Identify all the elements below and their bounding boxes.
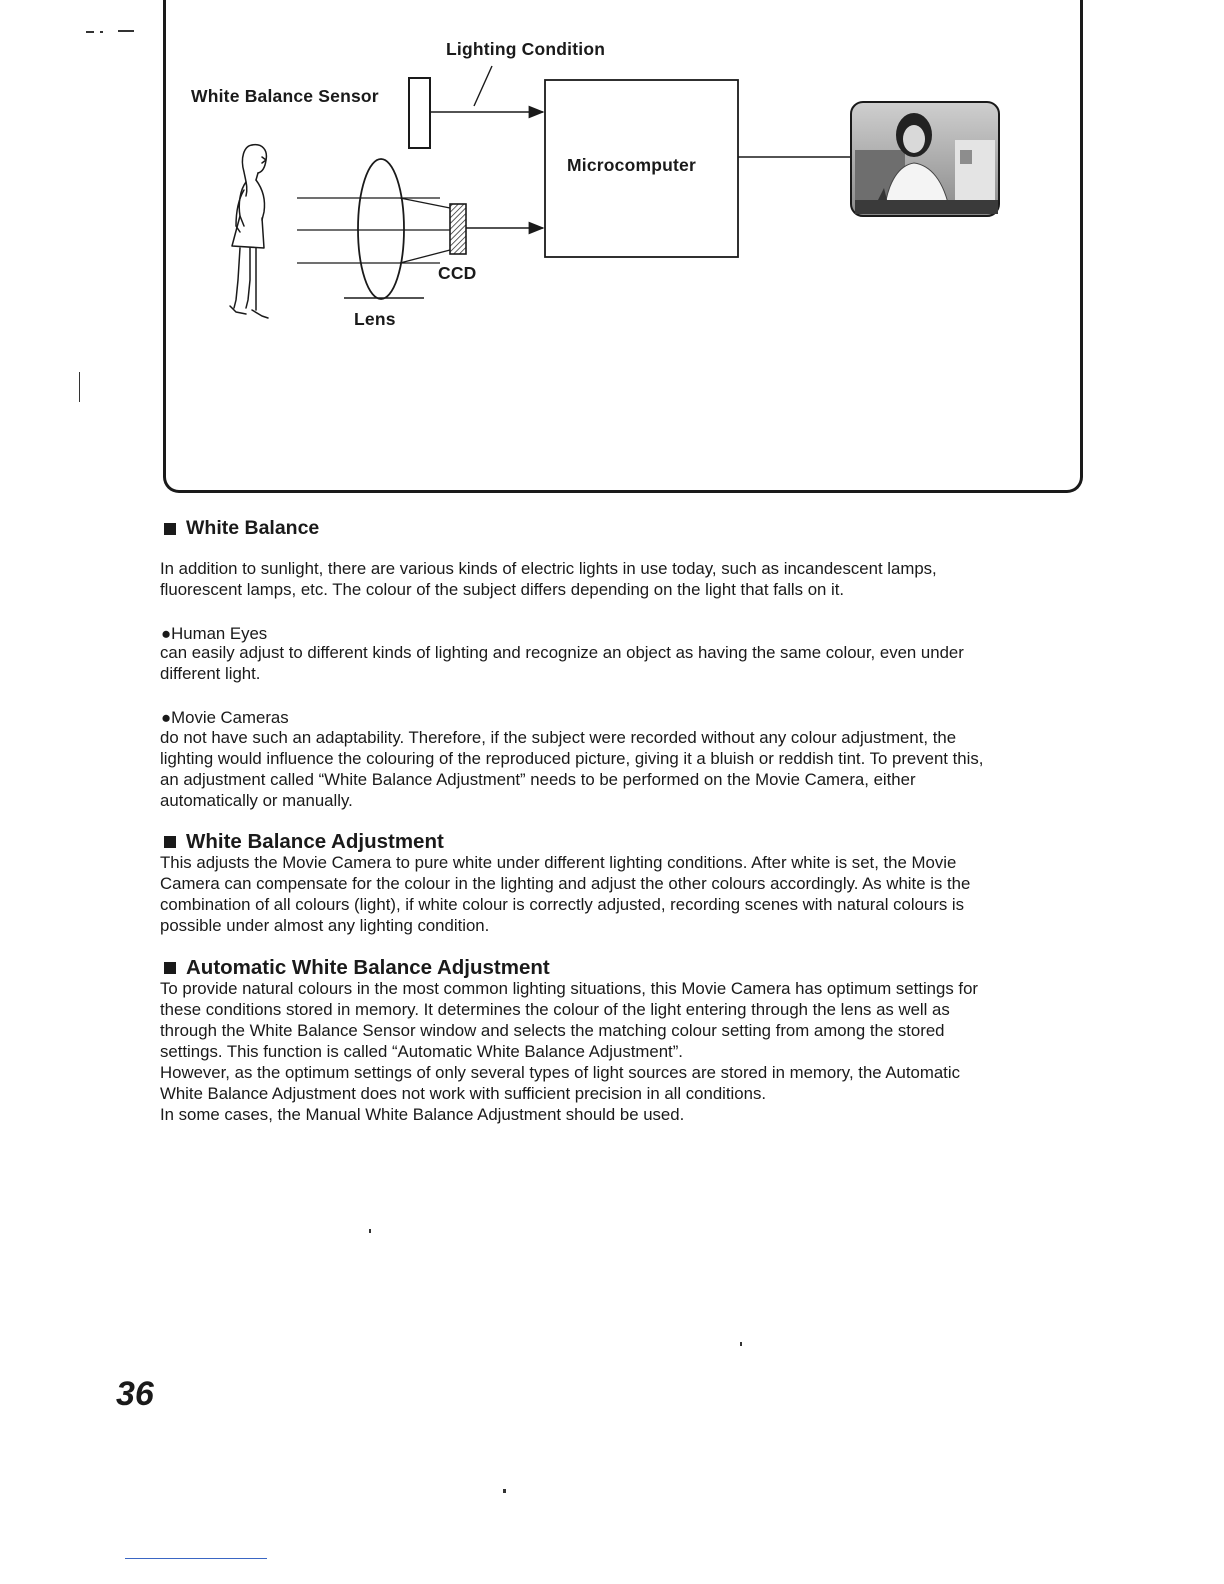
- subject-woman-figure: [230, 145, 268, 318]
- text-line: White Balance Adjustment does not work with sufficient precision in all conditions.: [160, 1084, 766, 1103]
- lens-element: [358, 159, 404, 299]
- scan-speck: [86, 31, 94, 33]
- section-square-icon: [164, 836, 176, 848]
- lighting-condition-label: Lighting Condition: [446, 39, 606, 59]
- section-square-icon: [164, 962, 176, 974]
- human-eyes-text: [160, 642, 1100, 684]
- scan-speck: [118, 30, 134, 32]
- text-line: do not have such an adaptability. Therefore, if the subject were recorded without any colour adjustment, the: [160, 728, 957, 747]
- microcomputer-label: Microcomputer: [567, 155, 697, 175]
- text-line: In addition to sunlight, there are various kinds of electric lights in use today, such as incandescent lamps,: [160, 559, 937, 578]
- monitor-picture: [851, 102, 999, 216]
- white-balance-intro: [160, 558, 1100, 600]
- text-line: lighting would influence the colouring of the reproduced picture, giving it a bluish or reddish tint. To prevent this,: [160, 749, 984, 768]
- automatic-white-balance-text: [160, 978, 1100, 1125]
- scan-speck: [79, 372, 80, 402]
- ccd-label: CCD: [438, 263, 477, 283]
- white-balance-adjustment-text: [160, 852, 1100, 936]
- text-line: combination of all colours (light), if white colour is correctly adjusted, recording scenes with natural colours is: [160, 895, 964, 914]
- human-eyes-title: ●Human Eyes: [161, 624, 268, 643]
- text-line: However, as the optimum settings of only several types of light sources are stored in memory, the Automatic: [160, 1063, 960, 1082]
- lens-label: Lens: [354, 309, 396, 329]
- scan-speck: [100, 31, 103, 33]
- scan-speck: [740, 1342, 742, 1346]
- text-line: through the White Balance Sensor window and selects the matching colour setting from among the stored: [160, 1021, 945, 1040]
- scan-speck: [503, 1489, 506, 1493]
- movie-cameras-text: [160, 727, 1100, 811]
- text-line: possible under almost any lighting condition.: [160, 916, 490, 935]
- page-number: 36: [116, 1375, 154, 1413]
- section-title: Automatic White Balance Adjustment: [186, 956, 550, 979]
- lighting-condition-pointer: [474, 66, 492, 106]
- text-line: fluorescent lamps, etc. The colour of the subject differs depending on the light that falls on it.: [160, 580, 845, 599]
- text-line: automatically or manually.: [160, 791, 353, 810]
- text-line: settings. This function is called “Automatic White Balance Adjustment”.: [160, 1042, 683, 1061]
- movie-cameras-title: ●Movie Cameras: [161, 708, 289, 727]
- ccd-sensor: [450, 204, 466, 254]
- section-title: White Balance: [186, 517, 320, 539]
- white-balance-sensor-window: [409, 78, 430, 148]
- section-title: White Balance Adjustment: [186, 830, 444, 853]
- section-square-icon: [164, 523, 176, 535]
- text-line: This adjusts the Movie Camera to pure white under different lighting conditions. After white is set, the Movie: [160, 853, 957, 872]
- automatic-white-balance-heading: [164, 956, 550, 980]
- footer-rule: [125, 1558, 267, 1559]
- text-line: To provide natural colours in the most common lighting situations, this Movie Camera has optimum settings for: [160, 979, 978, 998]
- white-balance-sensor-label: White Balance Sensor: [191, 86, 379, 106]
- text-line: Camera can compensate for the colour in the lighting and adjust the other colours accordingly. As white is the: [160, 874, 971, 893]
- text-line: different light.: [160, 664, 261, 683]
- text-line: In some cases, the Manual White Balance Adjustment should be used.: [160, 1105, 685, 1124]
- text-line: can easily adjust to different kinds of lighting and recognize an object as having the same colour, even under: [160, 643, 964, 662]
- scan-speck: [369, 1229, 371, 1233]
- white-balance-heading: [164, 517, 319, 540]
- white-balance-adjustment-heading: [164, 830, 444, 854]
- white-balance-diagram: [0, 0, 1224, 500]
- text-line: these conditions stored in memory. It determines the colour of the light entering through the lens as well as: [160, 1000, 950, 1019]
- text-line: an adjustment called “White Balance Adjustment” needs to be performed on the Movie Camera, either: [160, 770, 916, 789]
